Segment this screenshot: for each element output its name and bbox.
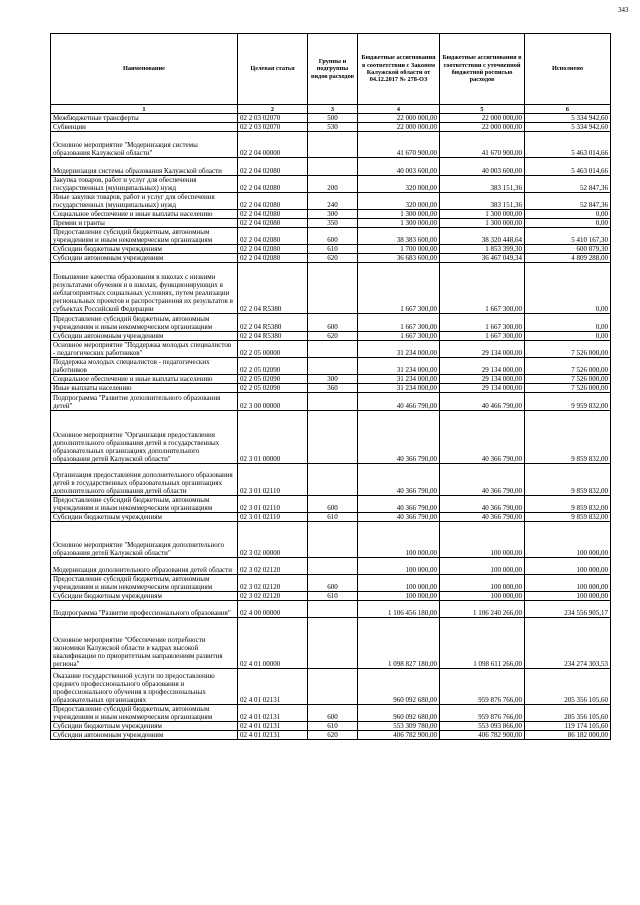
row-expense-group [308, 158, 358, 176]
row-target-article: 02 4 01 02131 [238, 705, 308, 722]
row-target-article: 02 4 00 00000 [238, 601, 308, 618]
row-assigned-refined: 383 151,36 [440, 193, 525, 210]
row-name: Субсидии автономным учреждениям [51, 332, 238, 341]
table-row [51, 228, 611, 245]
row-target-article: 02 3 01 00000 [238, 411, 308, 464]
table-row [51, 705, 611, 722]
row-executed: 100 000,00 [525, 575, 611, 592]
row-expense-group [308, 558, 358, 575]
row-name: Социальное обеспечение и иные выплаты населению [51, 210, 238, 219]
row-executed: 0,00 [525, 219, 611, 228]
row-assigned-law: 36 683 600,00 [358, 254, 440, 263]
row-target-article: 02 3 02 02120 [238, 575, 308, 592]
row-assigned-law: 553 309 780,00 [358, 722, 440, 731]
row-assigned-law: 1 300 000,00 [358, 219, 440, 228]
row-assigned-refined: 1 300 000,00 [440, 219, 525, 228]
table-row [51, 722, 611, 731]
row-executed: 9 959 832,00 [525, 393, 611, 411]
row-name: Субсидии автономным учреждениям [51, 254, 238, 263]
row-assigned-refined: 40 466 790,00 [440, 393, 525, 411]
row-assigned-refined: 29 134 000,00 [440, 375, 525, 384]
table-row [51, 314, 611, 332]
row-assigned-law: 41 670 900,00 [358, 132, 440, 158]
row-target-article: 02 2 04 00000 [238, 132, 308, 158]
row-name: Предоставление субсидий бюджетным, автономным учреждениям и иным некоммерческим организациям [51, 228, 238, 245]
row-assigned-law: 1 667 300,00 [358, 332, 440, 341]
row-expense-group [308, 341, 358, 358]
row-assigned-refined: 1 098 611 266,00 [440, 618, 525, 669]
row-assigned-law: 31 234 000,00 [358, 375, 440, 384]
table-row [51, 731, 611, 740]
row-assigned-law: 320 000,00 [358, 193, 440, 210]
row-assigned-refined: 1 300 000,00 [440, 210, 525, 219]
row-assigned-law: 100 000,00 [358, 558, 440, 575]
row-assigned-law: 22 000 000,00 [358, 114, 440, 123]
row-assigned-refined: 22 000 000,00 [440, 114, 525, 123]
row-assigned-law: 40 366 790,00 [358, 513, 440, 522]
table-row [51, 618, 611, 669]
row-target-article: 02 4 01 00000 [238, 618, 308, 669]
row-expense-group [308, 263, 358, 314]
row-assigned-refined: 29 134 000,00 [440, 358, 525, 375]
col-number: 2 [238, 105, 308, 114]
col-number: 3 [308, 105, 358, 114]
row-expense-group [308, 132, 358, 158]
row-executed: 7 526 000,00 [525, 384, 611, 393]
row-assigned-law: 31 234 000,00 [358, 358, 440, 375]
table-row [51, 522, 611, 558]
table-row [51, 384, 611, 393]
row-name: Подпрограмма "Развитие профессионального образования" [51, 601, 238, 618]
row-expense-group: 300 [308, 210, 358, 219]
row-assigned-law: 1 700 000,00 [358, 245, 440, 254]
row-expense-group: 610 [308, 592, 358, 601]
table-row [51, 114, 611, 123]
row-expense-group [308, 601, 358, 618]
header-executed: Исполнено [525, 34, 611, 105]
row-assigned-refined: 383 151,36 [440, 176, 525, 193]
page-number: 343 [618, 6, 629, 14]
row-assigned-law: 40 366 790,00 [358, 496, 440, 513]
row-assigned-law: 960 092 680,00 [358, 705, 440, 722]
row-expense-group: 300 [308, 375, 358, 384]
row-expense-group [308, 464, 358, 496]
col-number: 4 [358, 105, 440, 114]
row-executed: 100 000,00 [525, 522, 611, 558]
row-name: Субсидии бюджетным учреждениям [51, 722, 238, 731]
row-assigned-law: 1 667 300,00 [358, 263, 440, 314]
row-target-article: 02 3 02 02120 [238, 558, 308, 575]
row-executed: 0,00 [525, 332, 611, 341]
row-executed: 7 526 000,00 [525, 358, 611, 375]
row-target-article: 02 3 01 02110 [238, 513, 308, 522]
table-row [51, 575, 611, 592]
row-target-article: 02 3 02 00000 [238, 522, 308, 558]
row-assigned-refined: 406 782 900,00 [440, 731, 525, 740]
row-name: Закупка товаров, работ и услуг для обеспечения государственных (муниципальных) нужд [51, 176, 238, 193]
row-target-article: 02 3 02 02120 [238, 592, 308, 601]
row-assigned-refined: 40 366 790,00 [440, 411, 525, 464]
row-name: Основное мероприятие "Модернизация дополнительного образования детей Калужской области" [51, 522, 238, 558]
table-row [51, 132, 611, 158]
row-executed: 600 879,30 [525, 245, 611, 254]
row-expense-group: 240 [308, 193, 358, 210]
row-executed: 119 174 105,60 [525, 722, 611, 731]
budget-table [50, 33, 611, 740]
row-name: Организация предоставления дополнительного образования детей в государственных образовательных организациях дополнительного образования детей области [51, 464, 238, 496]
row-target-article: 02 3 01 02110 [238, 464, 308, 496]
header-name: Наименование [51, 34, 238, 105]
row-assigned-refined: 959 876 766,00 [440, 705, 525, 722]
row-name: Основное мероприятие "Организация предоставления дополнительного образования детей в государственных образовательных организациях дополнительного образования детей Калужской области" [51, 411, 238, 464]
table-row [51, 245, 611, 254]
row-expense-group: 350 [308, 219, 358, 228]
row-target-article: 02 3 01 02110 [238, 496, 308, 513]
row-executed: 234 556 905,17 [525, 601, 611, 618]
row-executed: 9 859 832,00 [525, 411, 611, 464]
row-expense-group: 530 [308, 123, 358, 132]
row-name: Субсидии бюджетным учреждениям [51, 592, 238, 601]
row-executed: 5 410 167,30 [525, 228, 611, 245]
row-name: Основное мероприятие "Модернизация системы образования Калужской области" [51, 132, 238, 158]
row-assigned-law: 960 092 680,00 [358, 669, 440, 705]
table-row [51, 464, 611, 496]
row-executed: 9 859 832,00 [525, 513, 611, 522]
row-assigned-law: 100 000,00 [358, 522, 440, 558]
row-target-article: 02 2 04 02080 [238, 176, 308, 193]
row-expense-group [308, 393, 358, 411]
row-name: Повышение качества образования в школах с низкими результатами обучения и в школах, функционирующих в неблагоприятных социальных условиях, путем реализации региональных проектов и распространения их результатов в субъектах Российской Федерации [51, 263, 238, 314]
row-name: Межбюджетные трансферты [51, 114, 238, 123]
row-name: Модернизация системы образования Калужской области [51, 158, 238, 176]
row-assigned-refined: 29 134 000,00 [440, 384, 525, 393]
row-expense-group: 610 [308, 245, 358, 254]
row-expense-group [308, 669, 358, 705]
table-row [51, 375, 611, 384]
row-expense-group: 610 [308, 722, 358, 731]
row-name: Предоставление субсидий бюджетным, автономным учреждениям и иным некоммерческим организациям [51, 496, 238, 513]
row-executed: 52 847,36 [525, 176, 611, 193]
row-expense-group: 600 [308, 575, 358, 592]
row-assigned-law: 31 234 000,00 [358, 341, 440, 358]
row-executed: 100 000,00 [525, 558, 611, 575]
row-name: Основное мероприятие "Обеспечение потребности экономики Калужской области в кадрах высокой квалификации по приоритетным направлениям развития региона" [51, 618, 238, 669]
row-target-article: 02 2 05 00000 [238, 341, 308, 358]
table-row [51, 496, 611, 513]
header-row [51, 34, 611, 105]
row-assigned-law: 31 234 000,00 [358, 384, 440, 393]
row-target-article: 02 2 05 02090 [238, 384, 308, 393]
table-row [51, 513, 611, 522]
row-expense-group: 600 [308, 705, 358, 722]
row-assigned-refined: 100 000,00 [440, 575, 525, 592]
row-expense-group: 620 [308, 254, 358, 263]
row-expense-group: 600 [308, 228, 358, 245]
row-name: Поддержка молодых специалистов - педагогических работников [51, 358, 238, 375]
row-assigned-law: 40 366 790,00 [358, 464, 440, 496]
row-assigned-refined: 1 106 240 266,00 [440, 601, 525, 618]
row-assigned-refined: 1 667 300,00 [440, 332, 525, 341]
row-executed: 52 847,36 [525, 193, 611, 210]
column-number-row [51, 105, 611, 114]
row-assigned-law: 22 000 000,00 [358, 123, 440, 132]
row-executed: 4 809 288,00 [525, 254, 611, 263]
table-row [51, 601, 611, 618]
row-expense-group [308, 358, 358, 375]
row-assigned-refined: 1 853 399,30 [440, 245, 525, 254]
header-article: Целевая статья [238, 34, 308, 105]
row-assigned-law: 40 003 600,00 [358, 158, 440, 176]
row-assigned-refined: 41 670 900,00 [440, 132, 525, 158]
table-row [51, 341, 611, 358]
row-target-article: 02 2 04 02080 [238, 254, 308, 263]
table-row [51, 358, 611, 375]
row-expense-group [308, 411, 358, 464]
row-executed: 100 000,00 [525, 592, 611, 601]
table-row [51, 669, 611, 705]
row-assigned-refined: 1 667 300,00 [440, 263, 525, 314]
row-expense-group: 200 [308, 176, 358, 193]
row-executed: 0,00 [525, 210, 611, 219]
row-expense-group [308, 522, 358, 558]
table-row [51, 158, 611, 176]
col-number: 5 [440, 105, 525, 114]
row-executed: 5 463 014,66 [525, 132, 611, 158]
row-name: Оказание государственной услуги по предоставлению среднего профессионального образования и профессионального обучения в профессиональных образовательных организациях [51, 669, 238, 705]
row-target-article: 02 2 03 02070 [238, 114, 308, 123]
row-target-article: 02 2 04 02080 [238, 228, 308, 245]
header-assigned-law: Бюджетные ассигнования в соответствии с Законом Калужской области от 04.12.2017 № 278-ОЗ [358, 34, 440, 105]
row-name: Основное мероприятие "Поддержка молодых специалистов - педагогических работников" [51, 341, 238, 358]
row-target-article: 02 4 01 02131 [238, 669, 308, 705]
row-assigned-refined: 100 000,00 [440, 558, 525, 575]
row-executed: 5 334 942,60 [525, 123, 611, 132]
row-assigned-law: 1 098 827 180,00 [358, 618, 440, 669]
row-assigned-refined: 40 366 790,00 [440, 496, 525, 513]
col-number: 6 [525, 105, 611, 114]
row-target-article: 02 2 04 02080 [238, 158, 308, 176]
row-target-article: 02 2 04 R5380 [238, 314, 308, 332]
row-expense-group: 500 [308, 114, 358, 123]
row-target-article: 02 2 03 02070 [238, 123, 308, 132]
table-row [51, 210, 611, 219]
row-executed: 205 356 105,60 [525, 669, 611, 705]
row-target-article: 02 2 04 02080 [238, 219, 308, 228]
row-assigned-law: 1 106 456 180,00 [358, 601, 440, 618]
col-number: 1 [51, 105, 238, 114]
table-row [51, 176, 611, 193]
row-target-article: 02 2 04 R5380 [238, 263, 308, 314]
row-assigned-refined: 553 093 866,00 [440, 722, 525, 731]
row-assigned-refined: 100 000,00 [440, 522, 525, 558]
header-group: Группы и подгруппы видов расходов [308, 34, 358, 105]
row-assigned-refined: 38 320 448,64 [440, 228, 525, 245]
row-expense-group: 600 [308, 496, 358, 513]
row-name: Субсидии бюджетным учреждениям [51, 245, 238, 254]
table-row [51, 393, 611, 411]
row-name: Субвенции [51, 123, 238, 132]
row-target-article: 02 2 05 02090 [238, 358, 308, 375]
row-name: Предоставление субсидий бюджетным, автономным учреждениям и иным некоммерческим организациям [51, 314, 238, 332]
table-row [51, 592, 611, 601]
row-expense-group: 620 [308, 731, 358, 740]
row-assigned-law: 100 000,00 [358, 575, 440, 592]
table-row [51, 411, 611, 464]
table-row [51, 254, 611, 263]
row-assigned-refined: 40 366 790,00 [440, 464, 525, 496]
row-assigned-law: 320 000,00 [358, 176, 440, 193]
table-row [51, 332, 611, 341]
table-row [51, 558, 611, 575]
row-executed: 205 356 105,60 [525, 705, 611, 722]
row-assigned-law: 40 366 790,00 [358, 411, 440, 464]
row-assigned-refined: 36 467 049,34 [440, 254, 525, 263]
row-assigned-refined: 1 667 300,00 [440, 314, 525, 332]
row-name: Подпрограмма "Развитие дополнительного образования детей" [51, 393, 238, 411]
row-executed: 9 859 832,00 [525, 464, 611, 496]
row-name: Предоставление субсидий бюджетным, автономным учреждениям и иным некоммерческим организациям [51, 705, 238, 722]
row-target-article: 02 4 01 02131 [238, 722, 308, 731]
row-executed: 5 334 942,60 [525, 114, 611, 123]
row-target-article: 02 3 00 00000 [238, 393, 308, 411]
row-assigned-refined: 22 000 000,00 [440, 123, 525, 132]
row-assigned-refined: 29 134 000,00 [440, 341, 525, 358]
table-row [51, 193, 611, 210]
row-target-article: 02 2 04 R5380 [238, 332, 308, 341]
row-assigned-refined: 40 366 790,00 [440, 513, 525, 522]
row-name: Иные выплаты населению [51, 384, 238, 393]
row-assigned-law: 1 667 300,00 [358, 314, 440, 332]
row-name: Иные закупки товаров, работ и услуг для обеспечения государственных (муниципальных) нужд [51, 193, 238, 210]
row-assigned-law: 1 300 000,00 [358, 210, 440, 219]
row-executed: 86 182 000,00 [525, 731, 611, 740]
row-name: Субсидии автономным учреждениям [51, 731, 238, 740]
row-executed: 234 274 303,53 [525, 618, 611, 669]
header-assigned-refined: Бюджетные ассигнования в соответствии с уточненной бюджетной росписью расходов [440, 34, 525, 105]
row-executed: 9 859 832,00 [525, 496, 611, 513]
row-name: Премии и гранты [51, 219, 238, 228]
row-executed: 5 463 014,66 [525, 158, 611, 176]
row-expense-group: 620 [308, 332, 358, 341]
row-assigned-law: 38 383 600,00 [358, 228, 440, 245]
table-row [51, 263, 611, 314]
row-target-article: 02 2 04 02080 [238, 193, 308, 210]
table-row [51, 219, 611, 228]
row-expense-group: 600 [308, 314, 358, 332]
row-name: Социальное обеспечение и иные выплаты населению [51, 375, 238, 384]
row-name: Субсидии бюджетным учреждениям [51, 513, 238, 522]
row-name: Предоставление субсидий бюджетным, автономным учреждениям и иным некоммерческим организациям [51, 575, 238, 592]
table-row [51, 123, 611, 132]
row-assigned-refined: 100 000,00 [440, 592, 525, 601]
row-executed: 7 526 000,00 [525, 341, 611, 358]
row-assigned-refined: 959 876 766,00 [440, 669, 525, 705]
row-assigned-law: 406 782 900,00 [358, 731, 440, 740]
row-assigned-law: 40 466 790,00 [358, 393, 440, 411]
row-target-article: 02 2 04 02080 [238, 210, 308, 219]
row-executed: 7 526 000,00 [525, 375, 611, 384]
row-assigned-refined: 40 003 600,00 [440, 158, 525, 176]
row-target-article: 02 4 01 02131 [238, 731, 308, 740]
row-assigned-law: 100 000,00 [358, 592, 440, 601]
row-target-article: 02 2 04 02080 [238, 245, 308, 254]
row-name: Модернизация дополнительного образования детей области [51, 558, 238, 575]
row-target-article: 02 2 05 02090 [238, 375, 308, 384]
row-executed: 0,00 [525, 263, 611, 314]
row-expense-group [308, 618, 358, 669]
row-executed: 0,00 [525, 314, 611, 332]
row-expense-group: 360 [308, 384, 358, 393]
row-expense-group: 610 [308, 513, 358, 522]
